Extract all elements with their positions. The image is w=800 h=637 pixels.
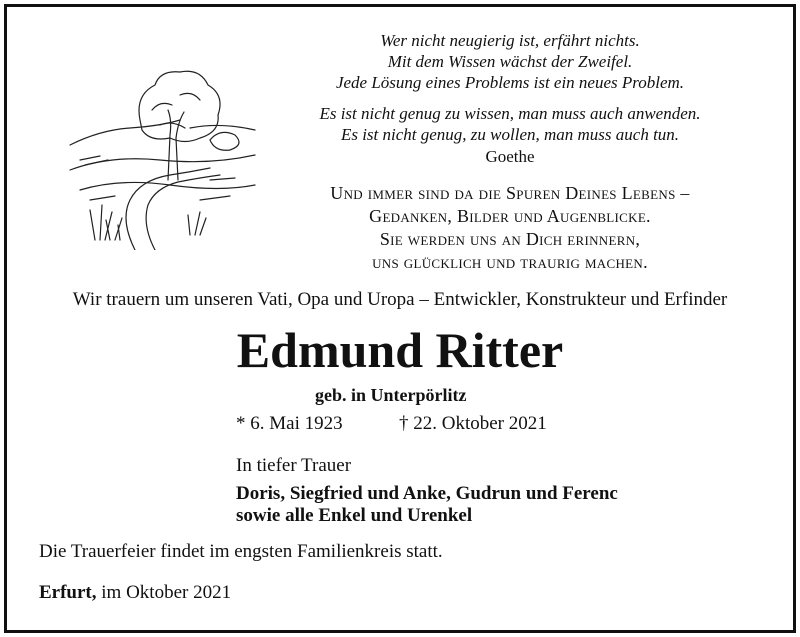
announcement-text: Wir trauern um unseren Vati, Opa und Uropa – Entwickler, Konstrukteur und Erfinder: [72, 289, 728, 310]
place: Erfurt,: [39, 582, 97, 603]
date: im Oktober 2021: [101, 582, 232, 603]
mourning-intro: In tiefer Trauer: [236, 455, 352, 476]
birth-date: * 6. Mai 1923: [236, 413, 343, 434]
quote-line: Mit dem Wissen wächst der Zweifel.: [387, 52, 633, 71]
mourners-line: sowie alle Enkel und Urenkel: [236, 505, 473, 526]
quote-line: Wer nicht neugierig ist, erfährt nichts.: [380, 31, 640, 50]
quote-line: Es ist nicht genug, zu wollen, man muss auch tun.: [340, 125, 680, 144]
quote-goethe: [270, 103, 750, 145]
tree-landscape-illustration: [60, 50, 260, 250]
birthplace: geb. in Unterpörlitz: [315, 385, 467, 405]
memorial-verse: [270, 182, 750, 274]
verse-line: Und immer sind da die Spuren Deines Lebens –: [330, 183, 690, 203]
verse-line: Gedanken, Bilder und Augenblicke.: [369, 206, 651, 226]
quote-author: Goethe: [485, 147, 535, 166]
mourners-line: Doris, Siegfried und Anke, Gudrun und Ferenc: [236, 483, 618, 504]
quote-curiosity: [270, 30, 750, 93]
mourners-list: [236, 483, 618, 527]
verse-line: uns glücklich und traurig machen.: [372, 252, 648, 272]
verse-line: Sie werden uns an Dich erinnern,: [379, 229, 641, 249]
place-date: [39, 582, 231, 604]
death-date: † 22. Oktober 2021: [399, 413, 547, 434]
quote-line: Es ist nicht genug zu wissen, man muss auch anwenden.: [319, 104, 701, 123]
quote-line: Jede Lösung eines Problems ist ein neues Problem.: [335, 73, 685, 92]
funeral-note: Die Trauerfeier findet im engsten Familienkreis statt.: [39, 541, 443, 562]
deceased-name: Edmund Ritter: [236, 322, 564, 378]
